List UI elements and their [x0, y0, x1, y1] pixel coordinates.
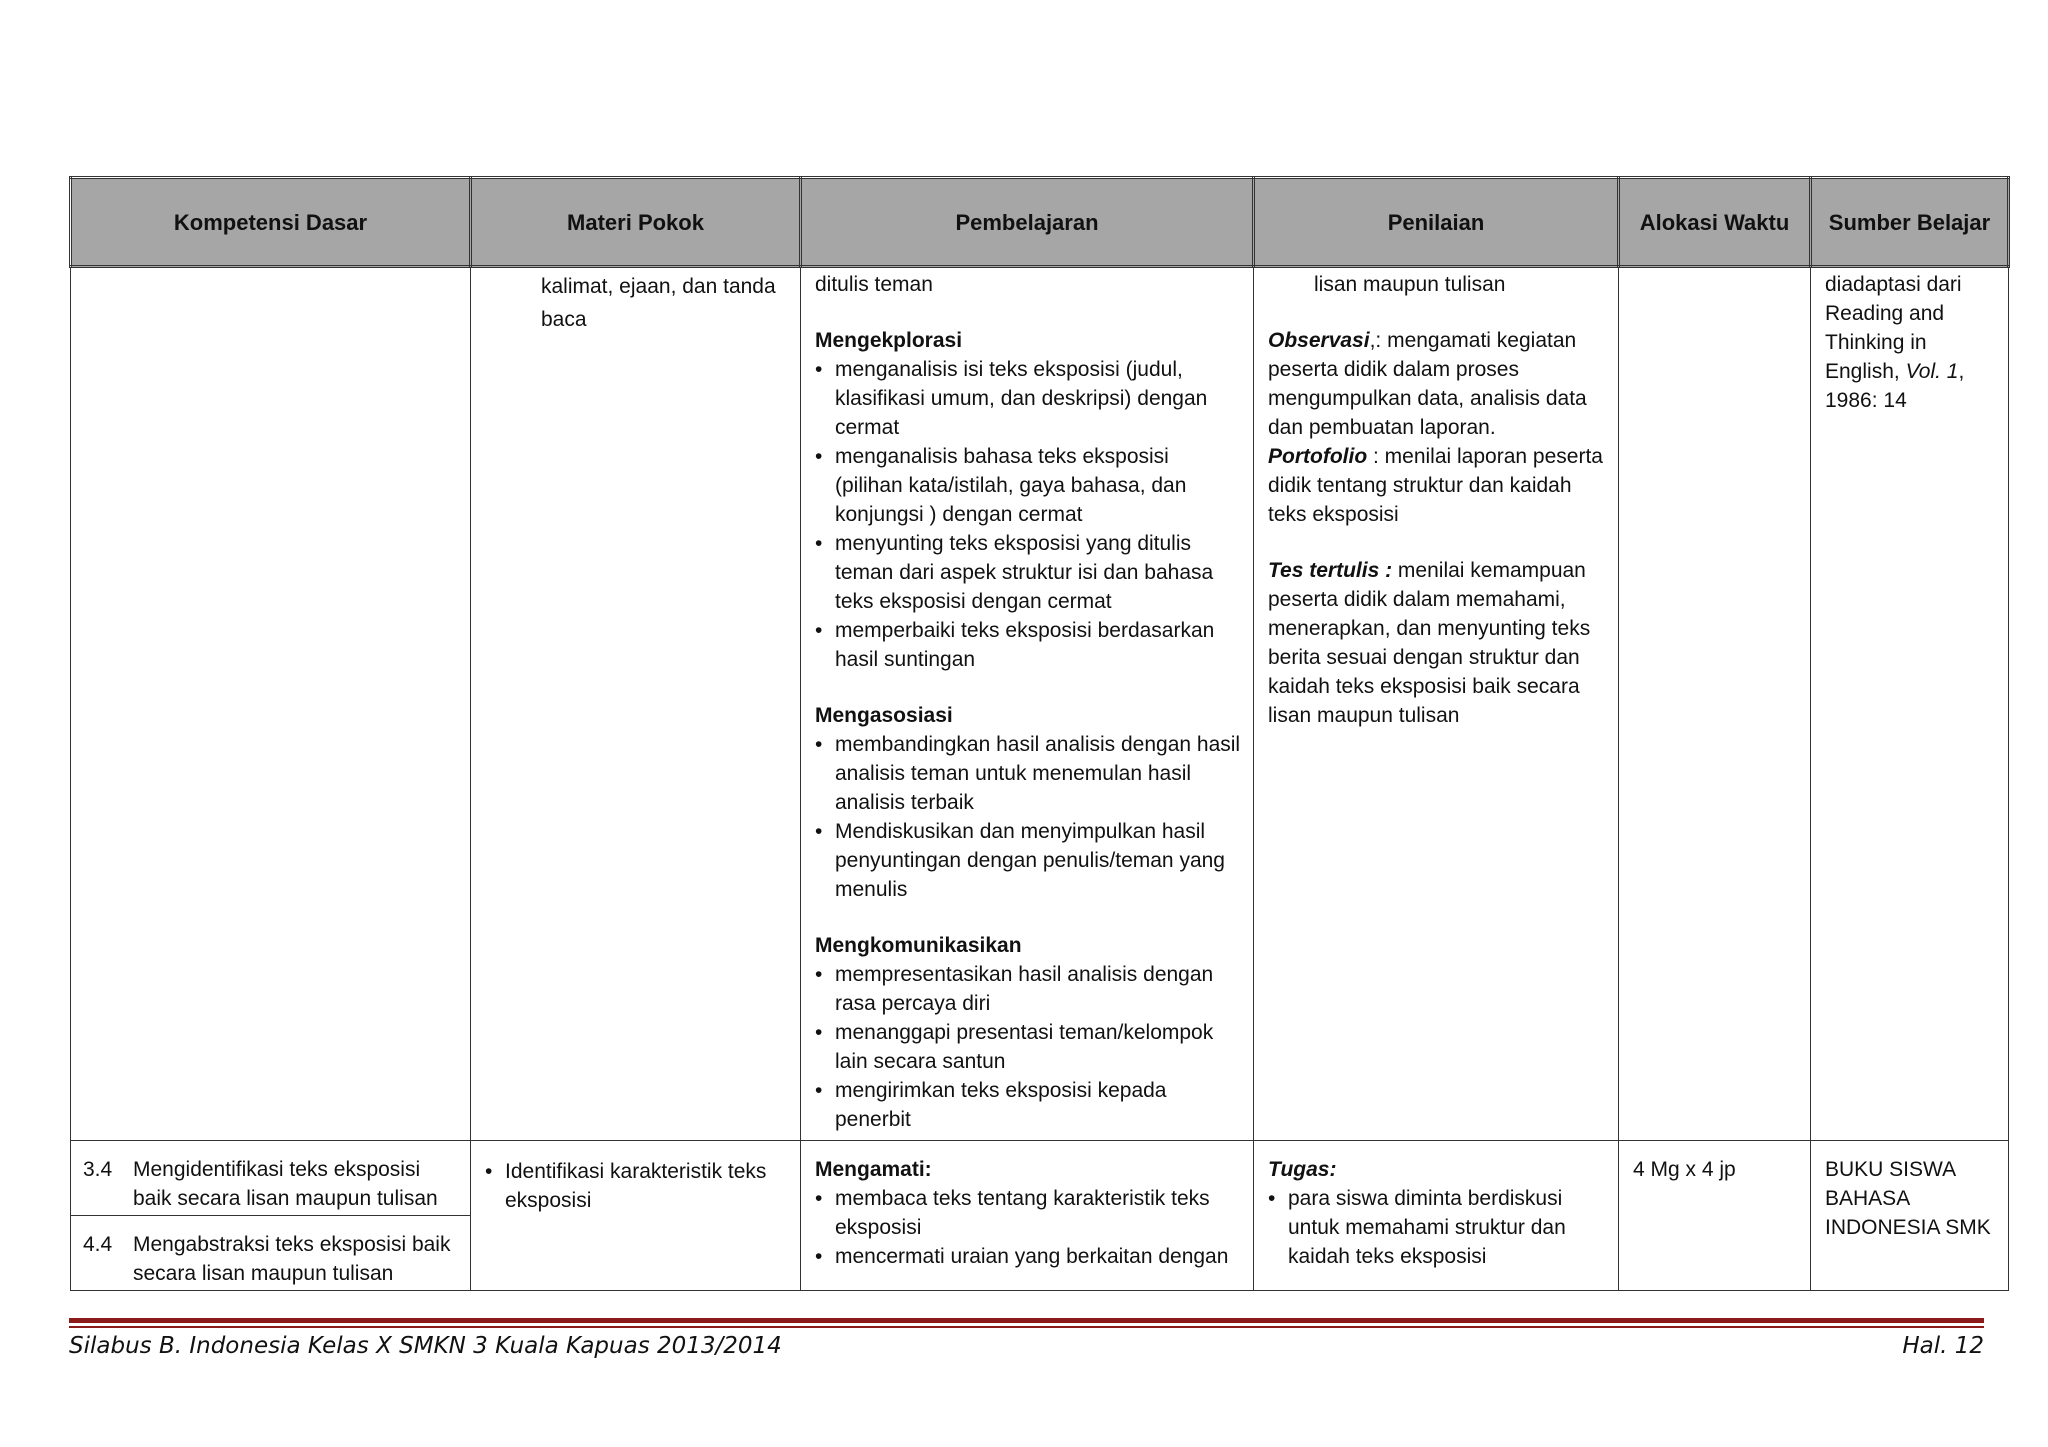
- kd-cell: [71, 1141, 471, 1291]
- penilaian-lead: lisan maupun tulisan: [1314, 273, 1506, 296]
- materi-cell: [471, 267, 801, 1141]
- pembelajaran-lead: ditulis teman: [815, 273, 933, 296]
- tugas-title: Tugas:: [1268, 1158, 1337, 1181]
- komunikasi-title: Mengkomunikasikan: [815, 934, 1022, 957]
- tes-text: menilai kemampuan peserta didik dalam memahami, menerapkan, dan menyunting teks berita sesuai dengan struktur dan kaidah teks eksposisi baik secara lisan maupun tulisan: [1268, 559, 1591, 727]
- pembelajaran-cell: [801, 267, 1254, 1141]
- table-header-row: [71, 178, 2009, 267]
- footer-rule-thin: [69, 1326, 1984, 1328]
- kd-text: Mengabstraksi teks eksposisi baik secara lisan maupun tulisan: [133, 1233, 451, 1285]
- list-item: • para siswa diminta berdiskusi untuk memahami struktur dan kaidah teks eksposisi: [1268, 1184, 1606, 1271]
- observasi-paragraph: [1268, 326, 1606, 442]
- eksplorasi-title: Mengekplorasi: [815, 329, 963, 352]
- kd-item: [71, 1216, 470, 1290]
- table-row: [71, 1141, 2009, 1291]
- tes-paragraph: [1268, 556, 1606, 730]
- tes-label: Tes tertulis :: [1268, 559, 1393, 582]
- observasi-label: Observasi: [1268, 329, 1370, 352]
- observasi-text: ,: mengamati kegiatan peserta didik dalam proses mengumpulkan data, analisis data dan pembuatan laporan.: [1268, 329, 1587, 439]
- komunikasi-list: [815, 960, 1241, 1134]
- kd-number: 3.4: [83, 1158, 113, 1181]
- list-item: • membaca teks tentang karakteristik teks eksposisi: [815, 1184, 1241, 1242]
- header-materi-pokok: Materi Pokok: [471, 178, 801, 267]
- header-kompetensi-dasar: Kompetensi Dasar: [71, 178, 471, 267]
- asosiasi-list: [815, 730, 1241, 904]
- eksplorasi-list: [815, 355, 1241, 674]
- alokasi-cell: [1619, 1141, 1811, 1291]
- list-item: • memperbaiki teks eksposisi berdasarkan hasil suntingan: [815, 616, 1241, 674]
- list-item: • menanggapi presentasi teman/kelompok lain secara santun: [815, 1018, 1241, 1076]
- materi-list: [485, 1157, 788, 1215]
- sumber-cell: [1811, 1141, 2009, 1291]
- tugas-list: [1268, 1184, 1606, 1271]
- list-item: • Identifikasi karakteristik teks eksposisi: [485, 1157, 788, 1215]
- pembelajaran-cell: [801, 1141, 1254, 1291]
- sumber-value: BUKU SISWA BAHASA INDONESIA SMK: [1825, 1158, 1991, 1239]
- list-item: • menyunting teks eksposisi yang ditulis teman dari aspek struktur isi dan bahasa teks eksposisi dengan cermat: [815, 529, 1241, 616]
- footer-title: Silabus B. Indonesia Kelas X SMKN 3 Kuala Kapuas 2013/2014: [69, 1333, 782, 1359]
- penilaian-cell: [1254, 267, 1619, 1141]
- alokasi-cell-empty: [1619, 267, 1811, 1141]
- header-alokasi-waktu: Alokasi Waktu: [1619, 178, 1811, 267]
- header-sumber-belajar: Sumber Belajar: [1811, 178, 2009, 267]
- sumber-vol: Vol. 1: [1905, 360, 1959, 383]
- alokasi-value: 4 Mg x 4 jp: [1633, 1158, 1736, 1181]
- list-item: • mencermati uraian yang berkaitan dengan: [815, 1242, 1241, 1271]
- list-item: • menganalisis isi teks eksposisi (judul, klasifikasi umum, dan deskripsi) dengan cermat: [815, 355, 1241, 442]
- list-item: • Mendiskusikan dan menyimpulkan hasil penyuntingan dengan penulis/teman yang menulis: [815, 817, 1241, 904]
- asosiasi-title: Mengasosiasi: [815, 704, 953, 727]
- list-item: • mengirimkan teks eksposisi kepada penerbit: [815, 1076, 1241, 1134]
- list-item: • membandingkan hasil analisis dengan hasil analisis teman untuk menemulan hasil analisis terbaik: [815, 730, 1241, 817]
- materi-text: kalimat, ejaan, dan tanda baca: [541, 275, 776, 331]
- kd-number: 4.4: [83, 1233, 113, 1256]
- mengamati-title: Mengamati:: [815, 1158, 932, 1181]
- list-item: • mempresentasikan hasil analisis dengan rasa percaya diri: [815, 960, 1241, 1018]
- footer-rule: [69, 1318, 1984, 1323]
- syllabus-table: [69, 176, 2010, 1291]
- table-row: [71, 267, 2009, 1141]
- sumber-text-block: [1811, 268, 2008, 421]
- list-item: • menganalisis bahasa teks eksposisi (pilihan kata/istilah, gaya bahasa, dan konjungsi ) dengan cermat: [815, 442, 1241, 529]
- penilaian-cell: [1254, 1141, 1619, 1291]
- sumber-cell: [1811, 267, 2009, 1141]
- header-pembelajaran: Pembelajaran: [801, 178, 1254, 267]
- mengamati-list: [815, 1184, 1241, 1271]
- kd-item: [71, 1141, 470, 1216]
- portofolio-text: : menilai laporan peserta didik tentang struktur dan kaidah teks eksposisi: [1268, 445, 1603, 526]
- header-penilaian: Penilaian: [1254, 178, 1619, 267]
- sumber-text: diadaptasi dari Reading and Thinking in English,: [1825, 273, 1962, 383]
- materi-cell: [471, 1141, 801, 1291]
- kd-text: Mengidentifikasi teks eksposisi baik secara lisan maupun tulisan: [133, 1158, 438, 1210]
- page-number: Hal. 12: [1902, 1333, 1984, 1359]
- portofolio-paragraph: [1268, 442, 1606, 529]
- sumber-tail: , 1986: 14: [1825, 360, 1965, 412]
- portofolio-label: Portofolio: [1268, 445, 1368, 468]
- kd-cell-empty: [71, 267, 471, 1141]
